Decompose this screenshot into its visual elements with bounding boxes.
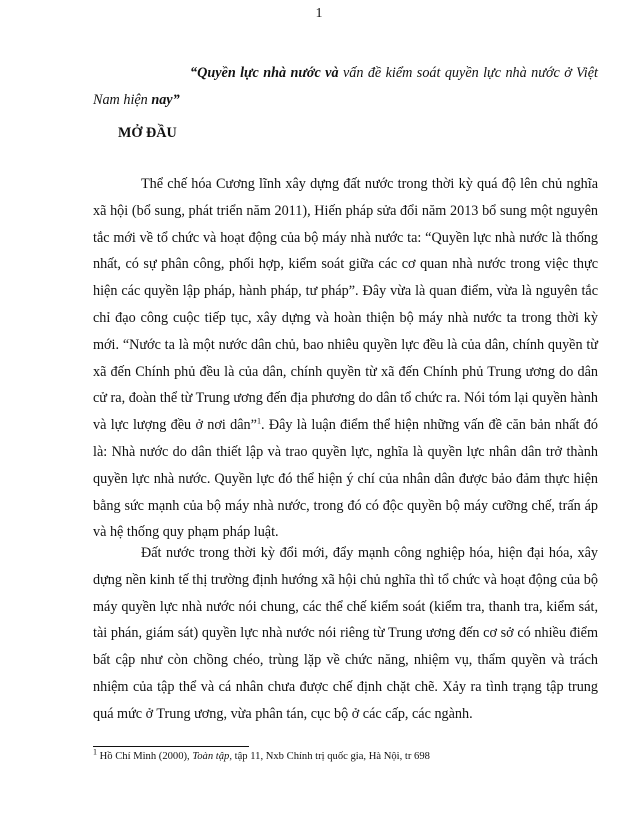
- footnote: [93, 747, 598, 762]
- footnote-work: Toàn tập,: [192, 751, 232, 762]
- footnote-marker: 1: [93, 747, 97, 757]
- document-title: [93, 60, 598, 114]
- section-heading: MỞ ĐẦU: [118, 125, 177, 141]
- footnote-author: Hồ Chí Minh (2000),: [97, 751, 193, 762]
- paragraph-1: [93, 171, 598, 546]
- title-bold-part: “Quyền lực nhà nước và: [190, 65, 339, 81]
- paragraph-1-text-a: Thể chế hóa Cương lĩnh xây dựng đất nước trong thời kỳ quá độ lên chủ nghĩa xã hội (bổ sung, phát triển năm 2011), Hiến pháp sửa đổi năm 2013 bổ sung một nguyên tắc mới về tổ chức và hoạt động của bộ máy nhà nước ta: “Quyền lực nhà nước là thống nhất, có sự phân công, phối hợp, kiểm soát giữa các cơ quan nhà nước trong việc thực hiện các quyền lập pháp, hành pháp, tư pháp”. Đây vừa là quan điểm, vừa là nguyên tắc chỉ đạo công cuộc tiếp tục, xây dựng và hoàn thiện bộ máy nhà nước ta trong thời kỳ mới. “Nước ta là một nước dân chủ, bao nhiêu quyền lực đều là của dân, chính quyền từ xã đến Chính phủ đều là của dân, chính quyền từ xã đến Chính phủ Trung ương do dân cử ra, đoàn thể từ Trung ương đến địa phương do dân tổ chức ra. Nói tóm lại quyền hành và lực lượng đều ở nơi dân”: [93, 176, 598, 434]
- page-number: 1: [315, 6, 323, 21]
- title-bold-end: nay”: [151, 92, 180, 108]
- paragraph-2: Đất nước trong thời kỳ đổi mới, đẩy mạnh công nghiệp hóa, hiện đại hóa, xây dựng nền kinh tế thị trường định hướng xã hội chủ nghĩa thì tổ chức và hoạt động của bộ máy quyền lực nhà nước nói chung, các thể chế kiểm soát (kiểm tra, thanh tra, kiểm sát, tài phán, giám sát) quyền lực nhà nước nói riêng từ Trung ương đến cơ sở có nhiều điểm bất cập như còn chồng chéo, trùng lặp về chức năng, nhiệm vụ, thẩm quyền và trách nhiệm của tập thể và cá nhân chưa được chế định chặt chẽ. Xảy ra tình trạng tập trung quá mức ở Trung ương, vừa phân tán, cục bộ ở các cấp, các ngành.: [93, 545, 598, 722]
- paragraph-1-text-b: . Đây là luận điểm thể hiện những vấn đề căn bản nhất đó là: Nhà nước do dân thiết lập và trao quyền lực, nghĩa là quyền lực nhân dân trở thành quyền lực nhà nước. Quyền lực đó thể hiện ý chí của nhân dân được bảo đảm thực hiện bằng sức mạnh của bộ máy nhà nước, trong đó có độc quyền bộ máy cưỡng chế, trấn áp và hệ thống quy phạm pháp luật.: [93, 417, 598, 541]
- title-italic-part: vấn đề kiểm soát quyền lực nhà nước ở Việt Nam hiện: [93, 65, 598, 108]
- footnote-details: tập 11, Nxb Chính trị quốc gia, Hà Nội, tr 698: [232, 751, 430, 762]
- footnote-divider: [93, 746, 249, 747]
- footnote-reference[interactable]: 1: [256, 416, 261, 426]
